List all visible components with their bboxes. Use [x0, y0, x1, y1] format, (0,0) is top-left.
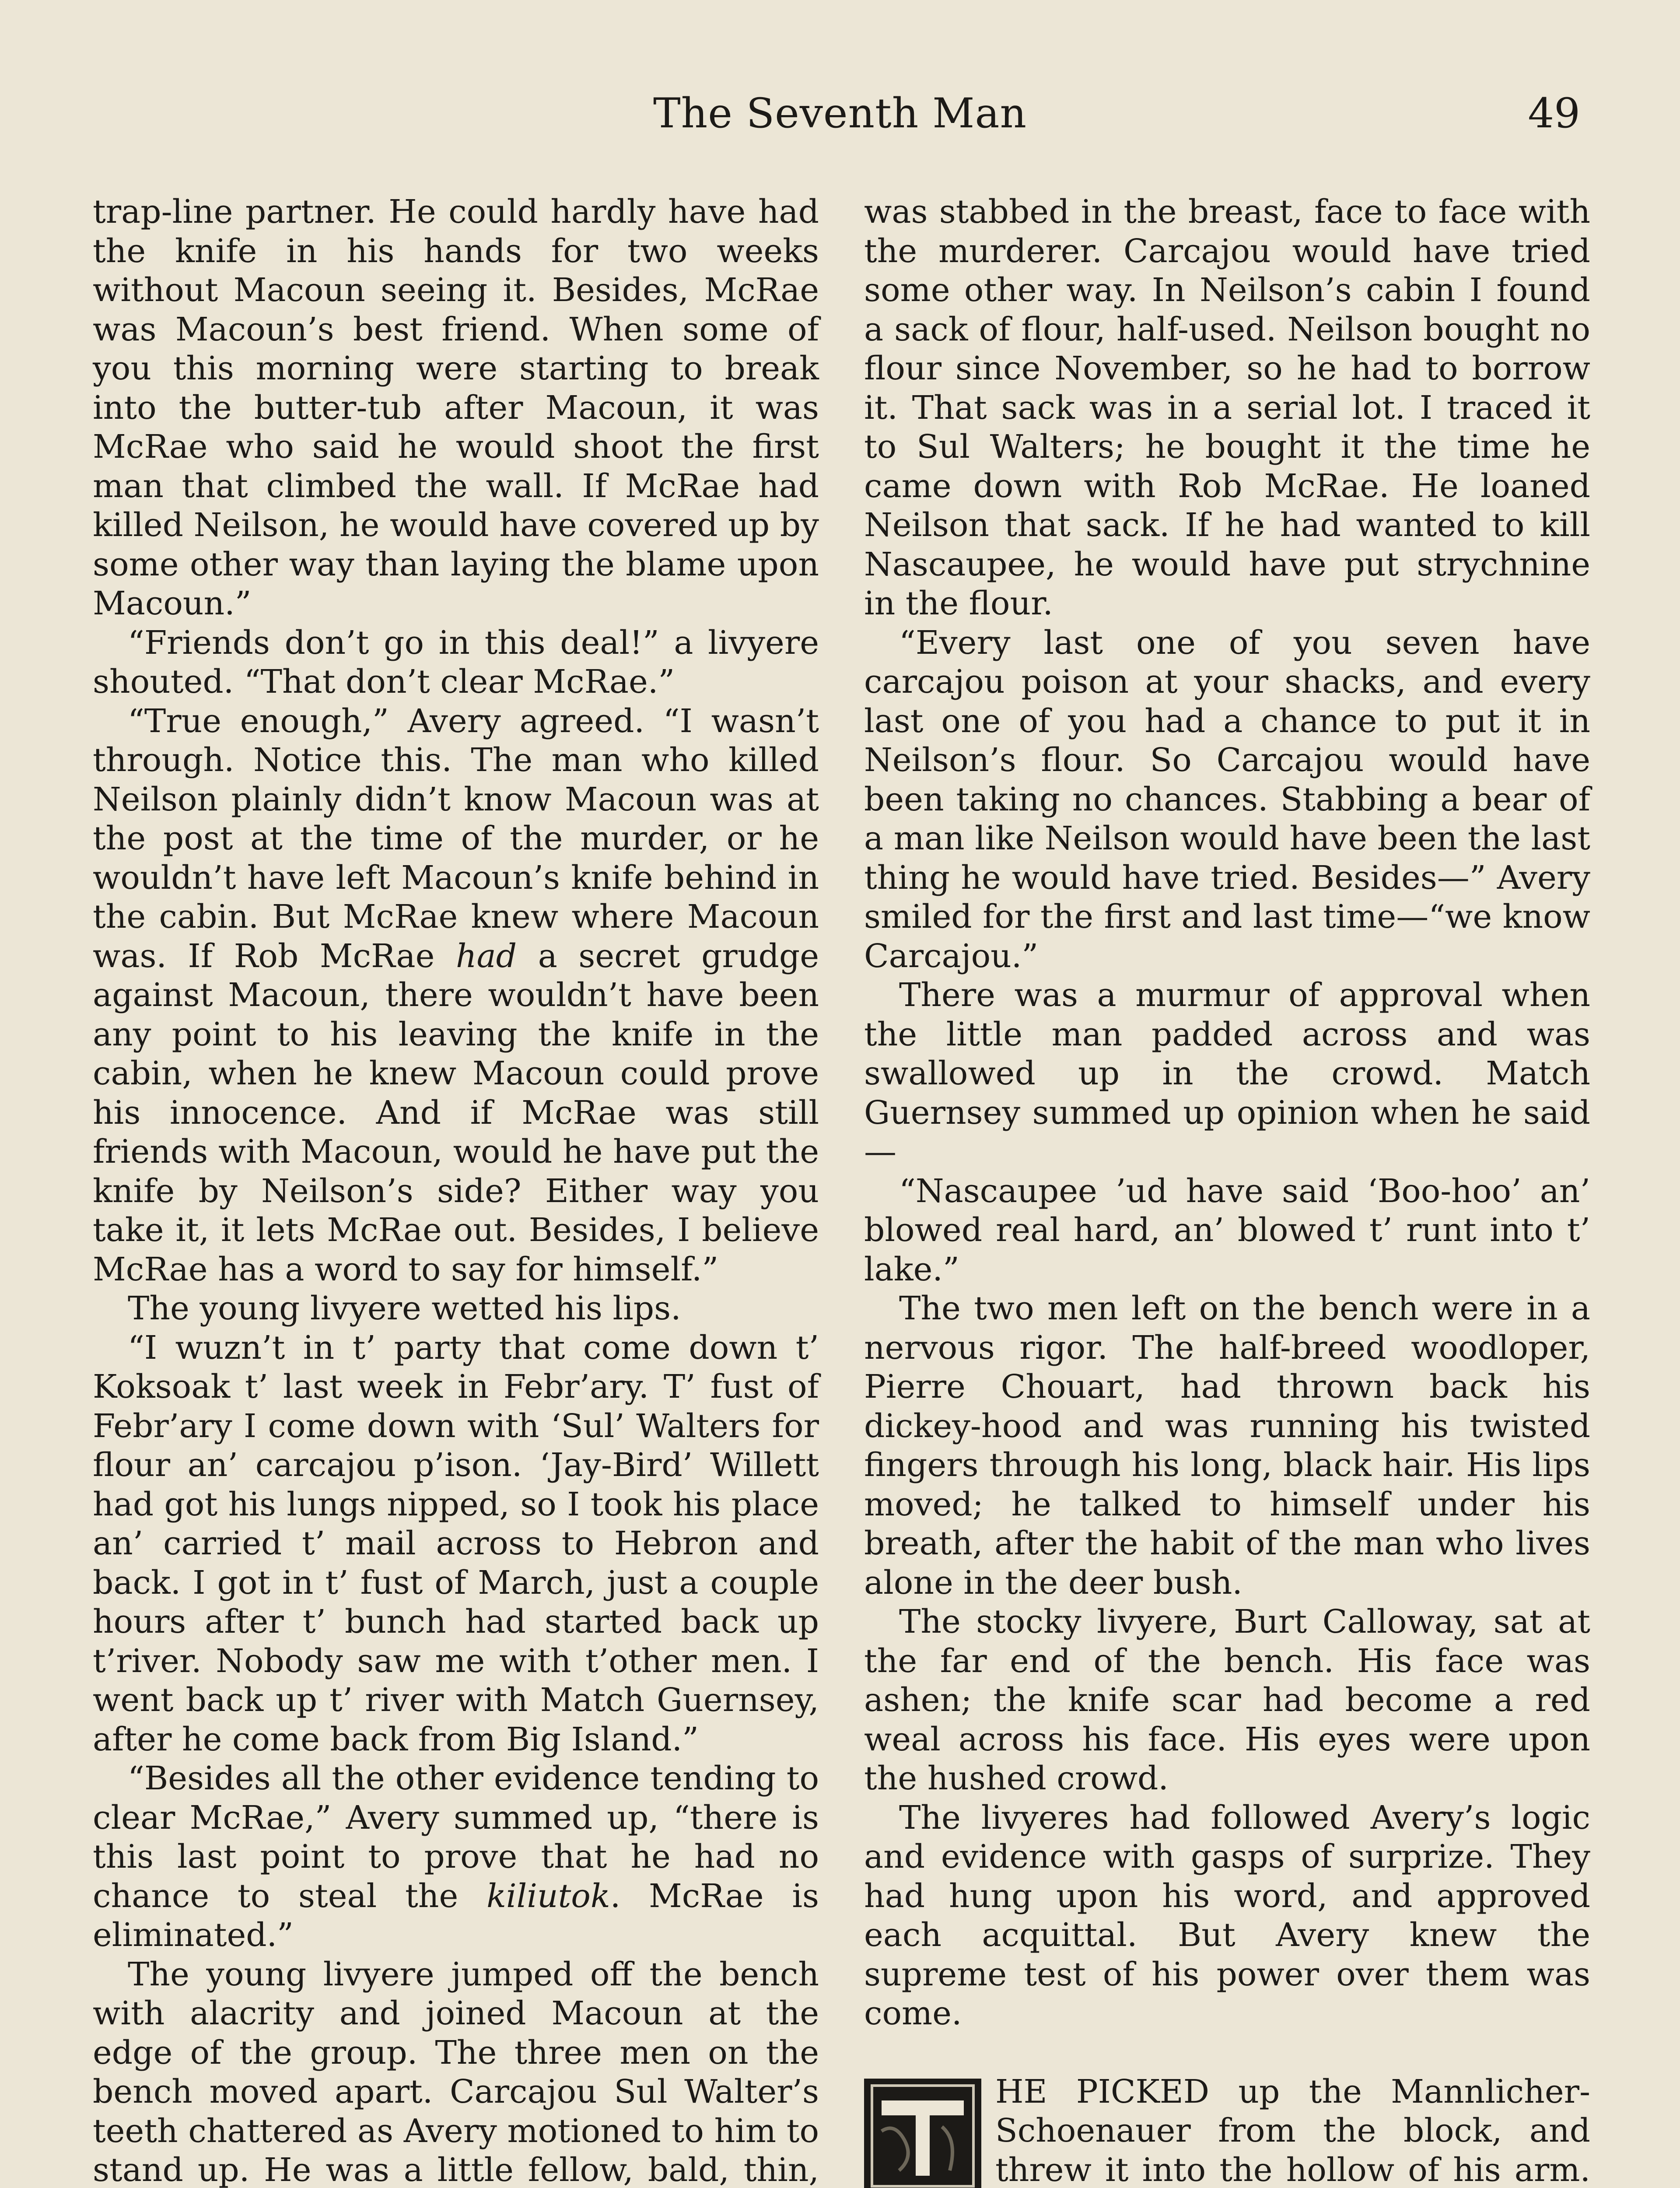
paragraph: “I wuzn’t in t’ party that come down t’ Koksoak t’ last week in Febr’ary. T’ fust of Febr’ary I come down with ‘Sul’ Walters for flour an’ carcajou p’ison. ‘Jay-Bird’ Willett had got his lungs nipped, so I took his place an’ carried t’ mail across to Hebron and back. I got in t’ fust of March, just a couple hours after t’ bunch had started back up t’river. Nobody saw me with t’other men. I went back up t’ river with Match Guernsey, after he come back from Big Island.”	[93, 1329, 819, 1758]
paragraph: “Every last one of you seven have carcajou poison at your shacks, and every last one of you had a chance to put it in Neilson’s flour. So Carcajou would have been taking no chances. Stabbing a bear of a man like Neilson would have been the last thing he would have tried. Besides—” Avery smiled for the first and last time—“we know Carcajou.”	[864, 624, 1590, 975]
paragraph: The livyeres had followed Avery’s logic and evidence with gasps of surprize. They had hung upon his word, and approved each acquittal. But Avery knew the supreme test of his power over them was come.	[864, 1799, 1590, 2032]
emphasis-text: had	[456, 937, 517, 975]
paragraph	[93, 1759, 819, 1955]
paragraph: The young livyere jumped off the bench with alacrity and joined Macoun at the edge of the group. The three men on the bench moved apart. Carcajou Sul Walter’s teeth chattered as Avery motioned to him to stand up. He was a little fellow, bald, thin,	[93, 1955, 819, 2188]
emphasis-text: kiliutok	[486, 1877, 610, 1915]
decorated-initial-t-icon	[864, 2079, 981, 2188]
paragraph: There was a murmur of approval when the little man padded across and was swallowed up in the crowd. Match Guernsey summed up opinion when he said—	[864, 976, 1590, 1171]
paragraph-text: “True enough,” Avery agreed. “I wasn’t through. Notice this. The man who killed Neilson plainly didn’t know Macoun was at the post at the time of the murder, or he wouldn’t have left Macoun’s knife behind in the cabin. But McRae knew where Macoun was. If Rob McRae	[93, 702, 819, 975]
page-number: 49	[1528, 90, 1580, 137]
paragraph-text: . McRae is eliminated.”	[93, 1877, 819, 1954]
paragraph-text: HE PICKED up the Mannlicher-Schoenauer from the block, and threw it into the hollow of his arm.	[995, 2072, 1590, 2188]
right-text-column	[864, 193, 1590, 2188]
section-break	[864, 2034, 1590, 2072]
left-text-column	[93, 193, 819, 2188]
paragraph: The stocky livyere, Burt Calloway, sat at the far end of the bench. His face was ashen; the knife scar had become a red weal across his face. His eyes were upon the hushed crowd.	[864, 1603, 1590, 1797]
paragraph: “Friends don’t go in this deal!” a livyere shouted. “That don’t clear McRae.”	[93, 624, 819, 701]
paragraph: The two men left on the bench were in a nervous rigor. The half-breed woodloper, Pierre Chouart, had thrown back his dickey-hood and was running his twisted fingers through his long, black hair. His lips moved; he talked to himself under his breath, after the habit of the man who lives alone in the deer bush.	[864, 1290, 1590, 1602]
paragraph-text: “Besides all the other evidence tending to clear McRae,” Avery summed up, “there is this last point to prove that he had no chance to steal the	[93, 1760, 819, 1915]
paragraph: was stabbed in the breast, face to face with the murderer. Carcajou would have tried some other way. In Neilson’s cabin I found a sack of flour, half-used. Neilson bought no flour since November, so he had to borrow it. That sack was in a serial lot. I traced it to Sul Walters; he bought it the time he came down with Rob McRae. He loaned Neilson that sack. If he had wanted to kill Nascaupee, he would have put strychnine in the flour.	[864, 193, 1590, 622]
paragraph: “Nascaupee ’ud have said ‘Boo-hoo’ an’ blowed real hard, an’ blowed t’ runt into t’ lake.”	[864, 1172, 1590, 1288]
paragraph-text: a secret grudge against Macoun, there wouldn’t have been any point to his leaving the knife in the cabin, when he knew Macoun could prove his innocence. And if McRae was still friends with Macoun, would he have put the knife by Neilson’s side? Either way you take it, it lets McRae out. Besides, I believe McRae has a word to say for himself.”	[93, 937, 819, 1288]
running-head-title: The Seventh Man	[653, 90, 1027, 137]
paragraph: trap-line partner. He could hardly have had the knife in his hands for two weeks without Macoun seeing it. Besides, McRae was Macoun’s best friend. When some of you this morning were starting to break into the butter-tub after Macoun, it was McRae who said he would shoot the first man that climbed the wall. If McRae had killed Neilson, he would have covered up by some other way than laying the blame upon Macoun.”	[93, 193, 819, 622]
paragraph-with-dropcap	[864, 2072, 1590, 2188]
paragraph	[93, 702, 819, 1290]
paragraph: The young livyere wetted his lips.	[128, 1290, 681, 1327]
